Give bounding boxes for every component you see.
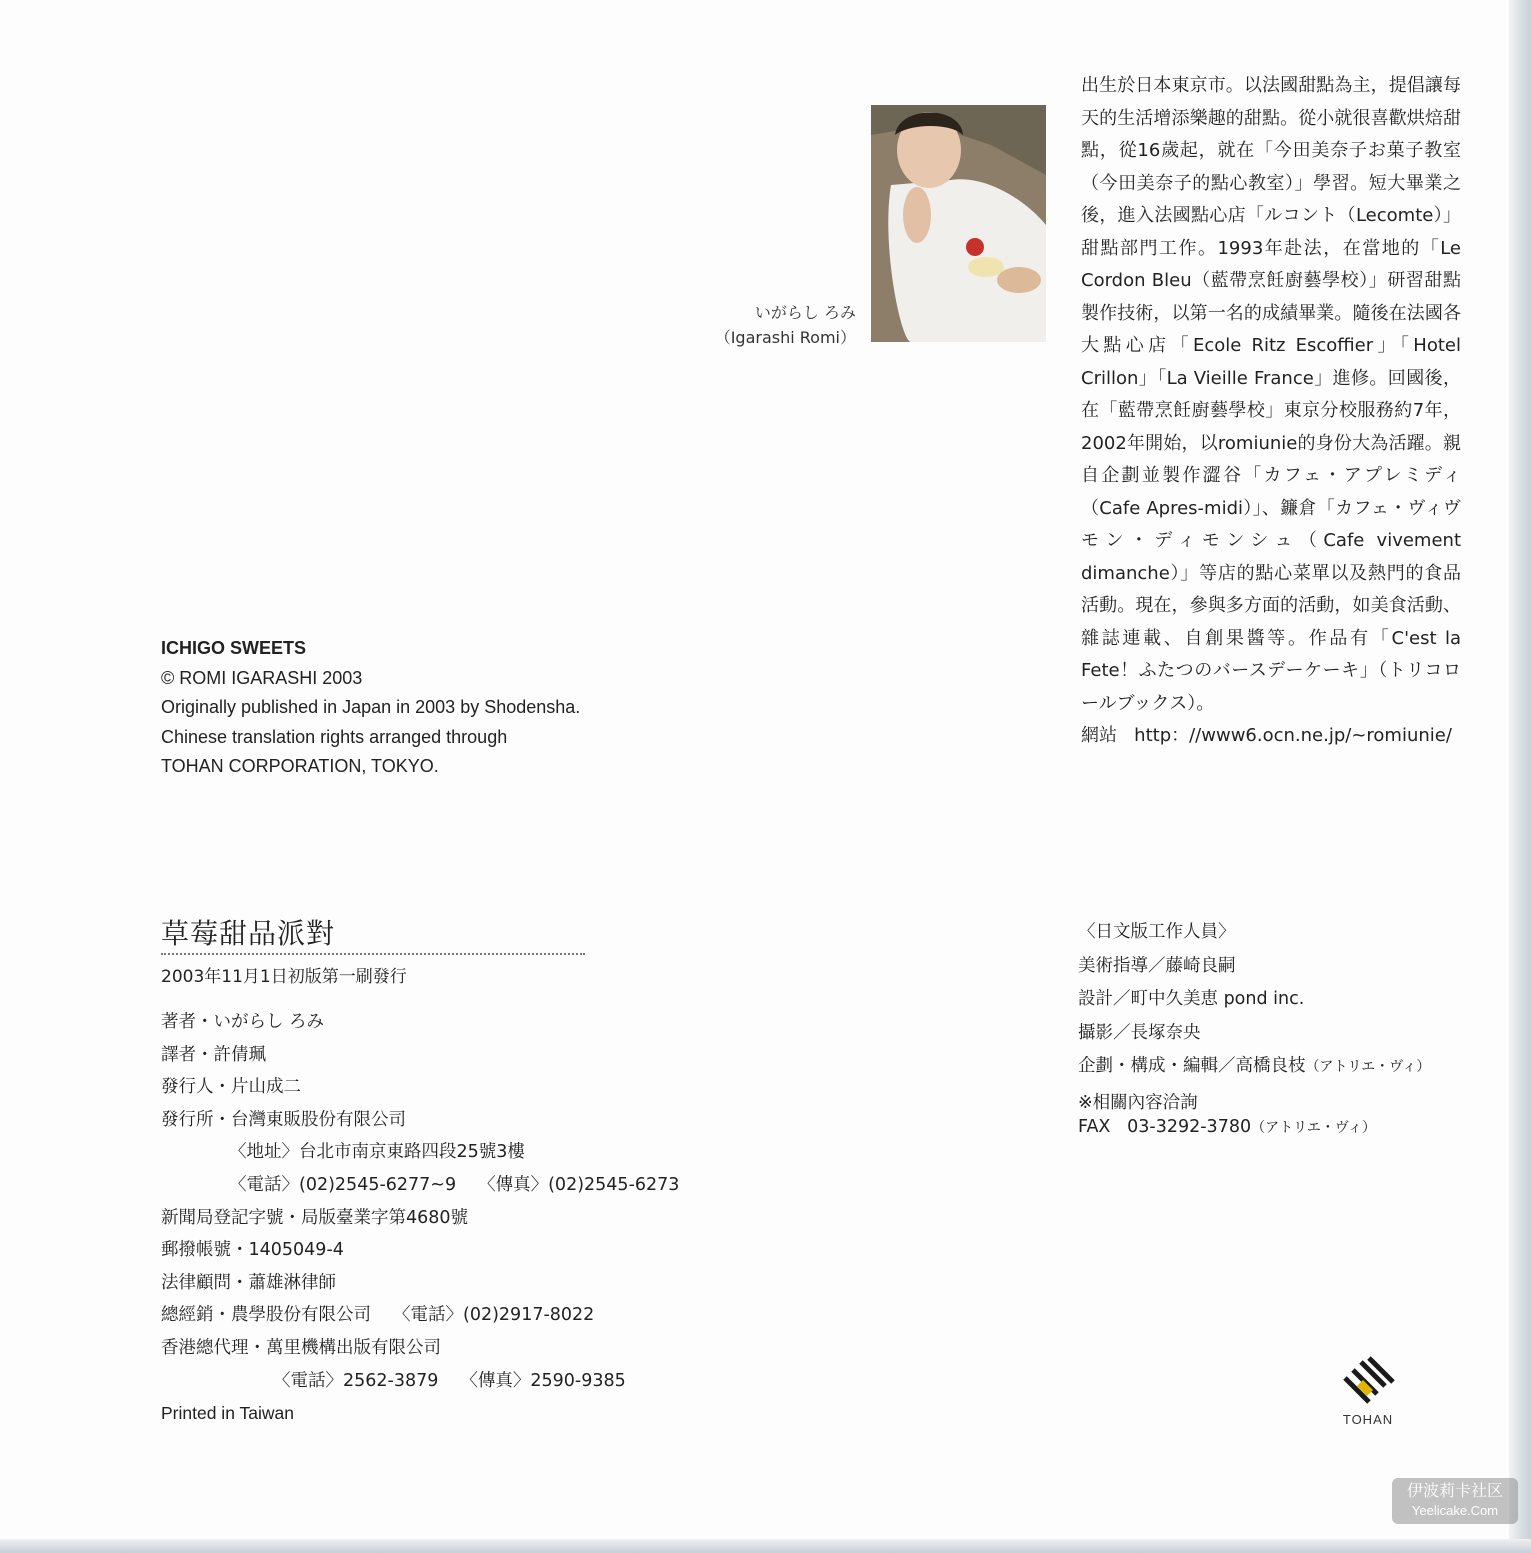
planning-text: 企劃・構成・編輯／高橋良枝 bbox=[1078, 1056, 1306, 1076]
copyright-block bbox=[161, 634, 580, 782]
colophon-list bbox=[161, 1006, 679, 1430]
author-bio bbox=[1081, 70, 1461, 753]
photography-row: 攝影／長塚奈央 bbox=[1078, 1022, 1201, 1043]
agency-line: TOHAN CORPORATION, TOKYO. bbox=[161, 756, 439, 776]
tohan-logo bbox=[1335, 1356, 1401, 1427]
bio-website bbox=[1081, 720, 1461, 753]
photo-caption-japanese: いがらし ろみ bbox=[754, 303, 856, 322]
staff-credits bbox=[1078, 916, 1430, 1140]
original-publisher-line: Originally published in Japan in 2003 by Shodensha. bbox=[161, 697, 581, 717]
publishing-house-row: 發行所・台灣東販股份有限公司 bbox=[161, 1109, 406, 1130]
hk-fax: 〈傳真〉2590-9385 bbox=[460, 1370, 626, 1391]
copyright-line: © ROMI IGARASHI 2003 bbox=[161, 667, 363, 688]
distributor-row bbox=[161, 1299, 679, 1332]
printed-in-row: Printed in Taiwan bbox=[161, 1403, 294, 1424]
phone-text: 〈電話〉(02)2545-6277~9 bbox=[229, 1174, 457, 1195]
phone-fax-row bbox=[161, 1169, 679, 1202]
watermark-name: 伊波莉卡社区 bbox=[1406, 1481, 1503, 1500]
fax-note: （アトリエ・ヴィ） bbox=[1251, 1119, 1376, 1136]
book-title: 草莓甜品派對 bbox=[161, 917, 336, 950]
address-row: 〈地址〉台北市南京東路四段25號3樓 bbox=[229, 1142, 525, 1163]
dotted-divider bbox=[161, 953, 585, 955]
fax-label: FAX bbox=[1078, 1116, 1111, 1137]
bottom-edge bbox=[0, 1539, 1531, 1553]
author-row: 著者・いがらし ろみ bbox=[161, 1012, 325, 1032]
planning-row bbox=[1078, 1050, 1430, 1085]
tohan-mark-icon bbox=[1339, 1356, 1397, 1408]
distributor-phone: 〈電話〉(02)2917-8022 bbox=[393, 1305, 595, 1326]
inquiry-row: ※相關內容洽詢 bbox=[1078, 1092, 1198, 1113]
author-photo bbox=[871, 105, 1046, 342]
planning-note: （アトリエ・ヴィ） bbox=[1305, 1059, 1431, 1075]
watermark-url: Yeelicake.Com bbox=[1411, 1503, 1499, 1518]
site-watermark bbox=[1392, 1478, 1518, 1524]
page-edge bbox=[1509, 0, 1531, 1553]
translation-rights-line: Chinese translation rights arranged through bbox=[161, 726, 508, 747]
original-title: ICHIGO SWEETS bbox=[161, 638, 307, 658]
hk-contact-row bbox=[161, 1365, 679, 1398]
legal-row: 法律顧問・蕭雄淋律師 bbox=[161, 1272, 336, 1293]
design-company: pond inc. bbox=[1223, 989, 1305, 1009]
design-text: 設計／町中久美恵 bbox=[1078, 989, 1218, 1009]
translator-row: 譯者・許倩珮 bbox=[161, 1044, 266, 1065]
art-director-row: 美術指導／藤崎良嗣 bbox=[1078, 955, 1236, 976]
staff-heading: 〈日文版工作人員〉 bbox=[1078, 922, 1236, 942]
website-url: http：//www6.ocn.ne.jp/~romiunie/ bbox=[1134, 725, 1452, 746]
publisher-row: 發行人・片山成二 bbox=[161, 1077, 301, 1098]
fax-number: 03-3292-3780 bbox=[1127, 1116, 1252, 1137]
photo-caption-romaji: （Igarashi Romi） bbox=[714, 328, 856, 347]
tohan-wordmark: TOHAN bbox=[1342, 1412, 1394, 1427]
postal-row: 郵撥帳號・1405049-4 bbox=[161, 1240, 344, 1261]
registration-row: 新聞局登記字號・局版臺業字第4680號 bbox=[161, 1207, 469, 1228]
design-row bbox=[1078, 983, 1430, 1017]
hk-agent-row: 香港總代理・萬里機構出版有限公司 bbox=[161, 1337, 441, 1358]
fax-text: 〈傳真〉(02)2545-6273 bbox=[478, 1174, 680, 1195]
hk-phone: 〈電話〉2562-3879 bbox=[273, 1370, 439, 1391]
website-label: 網站 bbox=[1081, 725, 1117, 746]
bio-paragraph: 出生於日本東京市。以法國甜點為主，提倡讓每天的生活增添樂趣的甜點。從小就很喜歡烘焙甜點，從16歲起，就在「今田美奈子お菓子教室（今田美奈子的點心教室）」學習。短大畢業之後，進入法國點心店「ルコント（Lecomte）」甜點部門工作。1993年赴法，在當地的「Le Cordon Bleu（藍帶烹飪廚藝學校）」研習甜點製作技術，以第一名的成績畢業。隨後在法國各大點心店「Ecole Ritz Escoffier」「Hotel Crillon」「La Vieille France」進修。回國後，在「藍帶烹飪廚藝學校」東京分校服務約7年，2002年開始，以romiunie的身份大為活躍。親自企劃並製作澀谷「カフェ・アプレミディ（Cafe Apres-midi）」、鐮倉「カフェ・ヴィヴモン・ディモンシュ（Cafe vivement dimanche）」等店的點心菜單以及熱門的食品活動。現在，參與多方面的活動，如美食活動、雜誌連載、自創果醬等。作品有「C'est la Fete！ふたつのバースデーケーキ」（トリコロールブックス）。 bbox=[1081, 75, 1461, 714]
distributor-text: 總經銷・農學股份有限公司 bbox=[161, 1305, 371, 1326]
edition-line: 2003年11月1日初版第一刷發行 bbox=[161, 967, 407, 987]
fax-row bbox=[1078, 1115, 1430, 1140]
